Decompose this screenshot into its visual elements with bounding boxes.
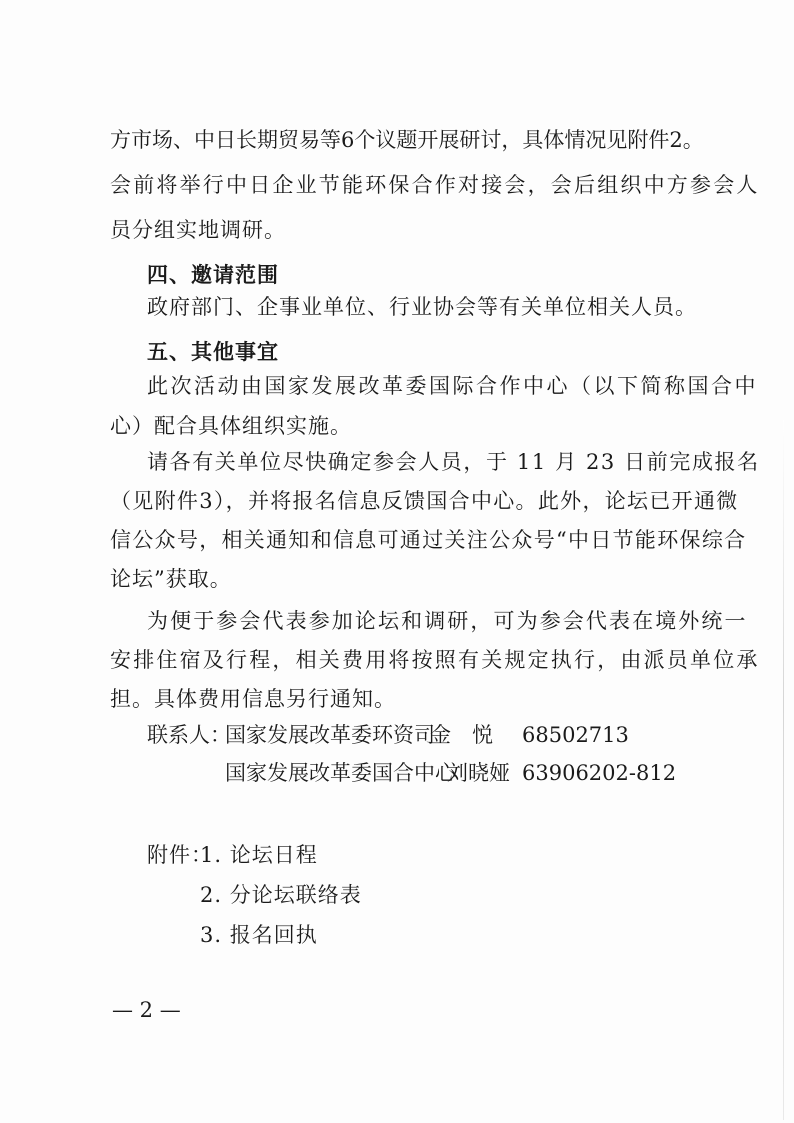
body-line: 请各有关单位尽快确定参会人员，于 11 月 23 日前完成报名 [147,450,760,474]
contact-phone: 68502713 [522,723,629,747]
contact-name: 金 悦 [430,723,493,747]
contact-row [147,720,647,750]
body-line: 安排住宿及行程，相关费用将按照有关规定执行，由派员单位承 [110,648,760,672]
contact-phone: 63906202-812 [522,761,677,785]
attachment-item: 2. 分论坛联络表 [200,883,362,907]
attachment-item: 3. 报名回执 [200,923,318,947]
body-line: 为便于参会代表参加论坛和调研，可为参会代表在境外统一 [147,609,748,633]
attachments-label: 附件： [147,843,213,867]
body-line: 会前将举行中日企业节能环保合作对接会，会后组织中方参会人 [110,173,760,197]
contact-org: 国家发展改革委环资司 [225,723,435,747]
scan-shadow [783,420,784,1120]
body-line: 此次活动由国家发展改革委国际合作中心（以下简称国合中 [147,374,758,398]
contact-row [225,758,705,788]
contact-org: 国家发展改革委国合中心 [225,761,456,785]
section-heading: 四、邀请范围 [147,263,279,287]
section-heading: 五、其他事宜 [147,340,279,364]
body-line: 心）配合具体组织实施。 [110,414,352,438]
body-line: 政府部门、企事业单位、行业协会等有关单位相关人员。 [147,295,697,319]
body-line: 员分组实地调研。 [110,218,286,242]
page-number: — 2 — [112,998,181,1022]
contact-label: 联系人： [147,723,231,747]
body-line: 论坛”获取。 [110,567,232,591]
body-line: （见附件3），并将报名信息反馈国合中心。此外，论坛已开通微 [110,489,739,513]
attachment-item: 1. 论坛日程 [200,843,318,867]
body-line: 信公众号，相关通知和信息可通过关注公众号“中日节能环保综合 [110,528,747,552]
body-line: 担。具体费用信息另行通知。 [110,687,396,711]
body-text: 方市场、中日长期贸易等6个议题开展研讨，具体情况见附件2。 [110,128,704,152]
contact-name: 刘晓娅 [447,761,510,785]
body-line [110,125,704,155]
